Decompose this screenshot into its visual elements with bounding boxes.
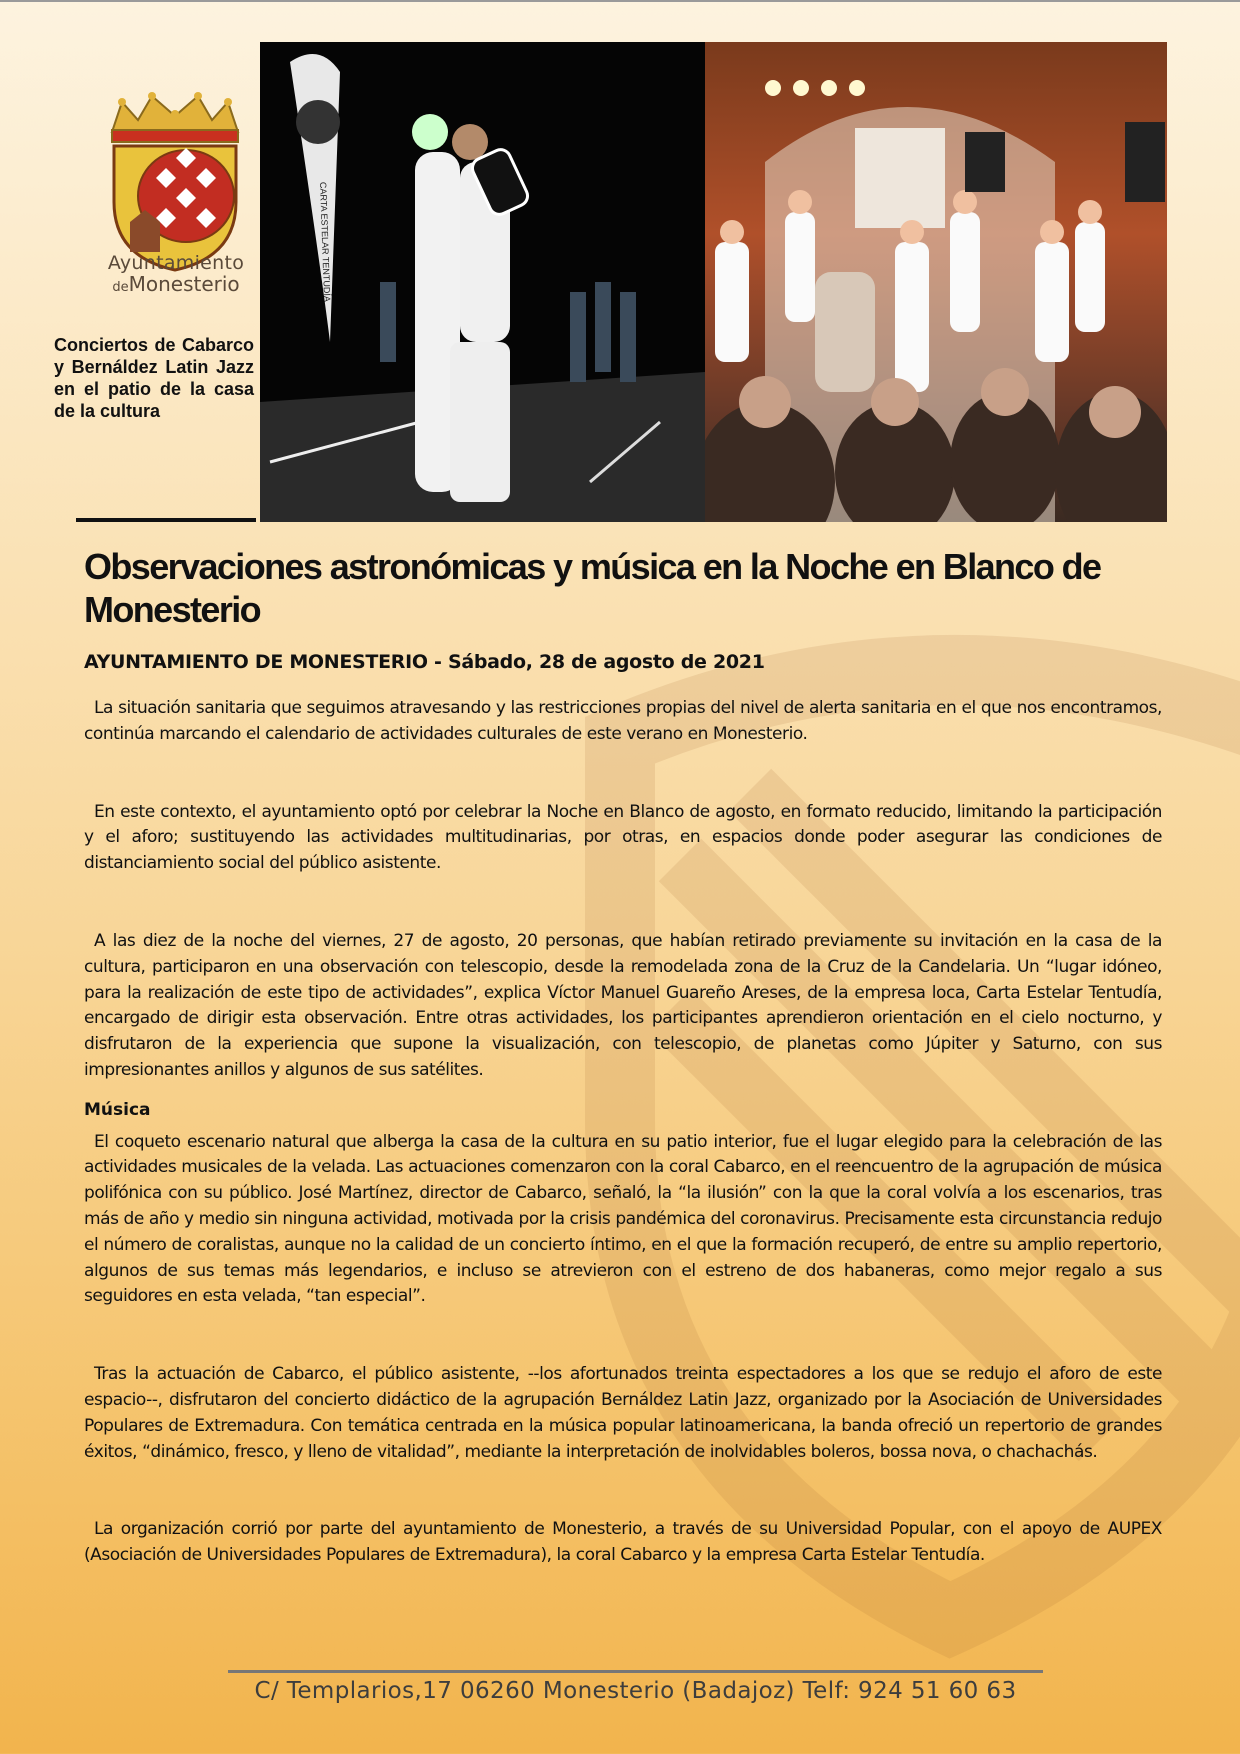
article-body xyxy=(84,696,1162,1569)
crown-icon xyxy=(112,92,238,142)
logo-line2-small: de xyxy=(112,279,129,295)
photo-choir-concert xyxy=(705,42,1167,522)
logo-line1: Ayuntamiento xyxy=(107,252,245,274)
side-rule xyxy=(76,518,256,522)
side-caption: Conciertos de Cabarco y Bernáldez Latin Jazz en el patio de la casa de la cultura xyxy=(54,335,254,421)
logo-wordmark xyxy=(96,254,256,295)
paragraph-3: A las diez de la noche del viernes, 27 de agosto, 20 personas, que habían retirado previamente su invitación en la casa de la cultura, participaron en una observación con telescopio, desde la remodelada zona de la Cruz de la Candelaria. Un “lugar idóneo, para la realización de este tipo de actividades”, explica Víctor Manuel Guareño Areses, de la empresa loca, Carta Estelar Tentudía, encargado de dirigir esta observación. Entre otras actividades, los participantes aprendieron orientación en el cielo nocturno, y disfrutaron de la experiencia que supone la visualización, con telescopio, de planetas como Júpiter y Saturno, con sus impresionantes anillos y algunos de sus satélites. xyxy=(84,930,1162,1080)
page-top-border xyxy=(0,0,1240,2)
article-headline: Observaciones astronómicas y música en la Noche en Blanco de Monesterio xyxy=(84,546,1101,630)
article-byline: AYUNTAMIENTO DE MONESTERIO - Sábado, 28 de agosto de 2021 xyxy=(84,651,765,673)
photo-telescope-observation xyxy=(260,42,705,522)
logo-line2: Monesterio xyxy=(128,271,240,296)
paragraph-4: El coqueto escenario natural que alberga la casa de la cultura en su patio interior, fue el lugar elegido para la celebración de las actividades musicales de la velada. Las actuaciones comenzaron con la coral Cabarco, en el reencuentro de la agrupación de música polifónica con su público. José Martínez, director de Cabarco, señaló, la “la ilusión” con la que la coral volvía a los escenarios, tras más de año y medio sin ninguna actividad, motivada por la crisis pandémica del coronavirus. Precisamente esta circunstancia redujo el número de coralistas, aunque no la calidad de un concierto íntimo, en el que la formación recuperó, de entre su amplio repertorio, algunos de sus temas más legendarios, e incluso se atrevieron con el estreno de dos habaneras, como mejor regalo a sus seguidores en esta velada, “tan especial”. xyxy=(84,1131,1162,1307)
banner-flag-text: CARTA ESTELAR TENTUDÍA xyxy=(318,181,333,303)
section-subhead-musica: Música xyxy=(84,1099,151,1120)
paragraph-1: La situación sanitaria que seguimos atravesando y las restricciones propias del nivel de alerta sanitaria en el que nos encontramos, continúa marcando el calendario de actividades culturales de este verano en Monesterio. xyxy=(84,698,1162,744)
footer-rule xyxy=(228,1670,1043,1673)
paragraph-2: En este contexto, el ayuntamiento optó por celebrar la Noche en Blanco de agosto, en formato reducido, limitando la participación y el aforo; sustituyendo las actividades multitudinarias, por otras, en espacios donde poder asegurar las condiciones de distanciamiento social del público asistente. xyxy=(84,801,1162,874)
paragraph-5: Tras la actuación de Cabarco, el público asistente, --los afortunados treinta espectadores a los que se redujo el aforo de este espacio--, disfrutaron del concierto didáctico de la agrupación Bernáldez Latin Jazz, organizado por la Asociación de Universidades Populares de Extremadura. Con temática centrada en la música popular latinoamericana, la banda ofreció un repertorio de grandes éxitos, “dinámico, fresco, y lleno de vitalidad”, mediante la interpretación de inolvidables boleros, bossa nova, o chachachás. xyxy=(84,1364,1162,1462)
paragraph-6: La organización corrió por parte del ayuntamiento de Monesterio, a través de su Universidad Popular, con el apoyo de AUPEX (Asociación de Universidades Populares de Extremadura), la coral Cabarco y la empresa Carta Estelar Tentudía. xyxy=(84,1519,1162,1566)
footer-address: C/ Templarios,17 06260 Monesterio (Badajoz) Telf: 924 51 60 63 xyxy=(254,1678,1017,1704)
